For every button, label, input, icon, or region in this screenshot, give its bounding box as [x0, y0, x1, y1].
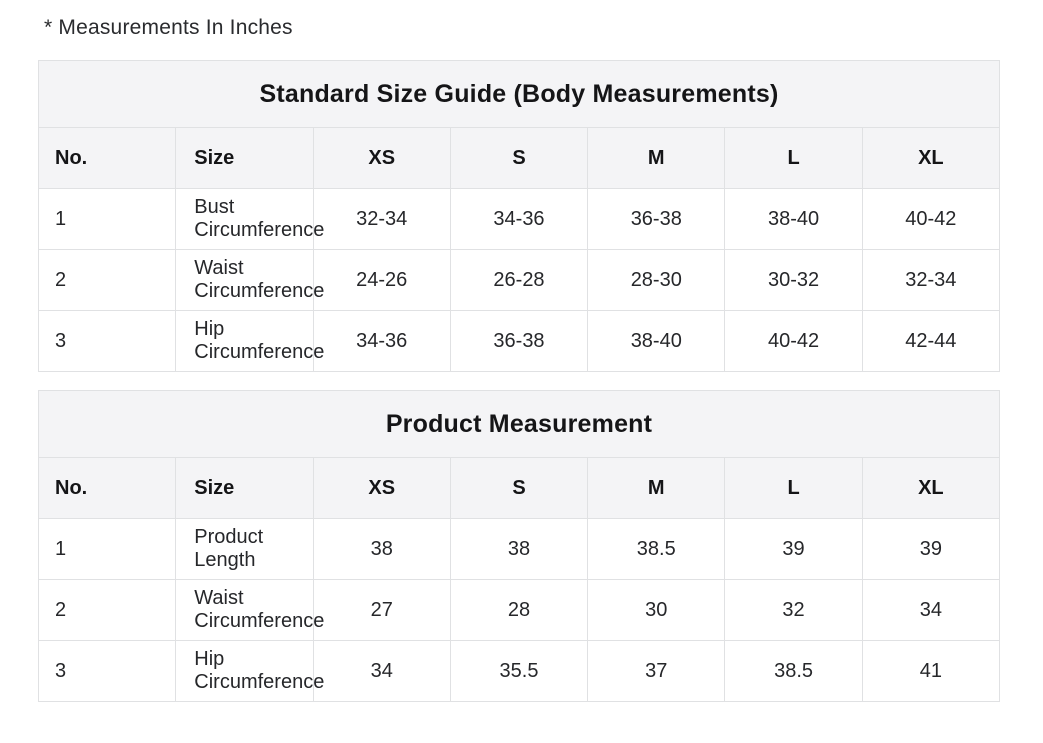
column-header-xl: XL: [862, 458, 999, 519]
value-cell: 38-40: [588, 311, 725, 372]
table-header-row: [39, 458, 1000, 519]
value-cell: 30-32: [725, 250, 862, 311]
table-row: [39, 189, 1000, 250]
value-cell: 34: [313, 641, 450, 702]
value-cell: 32: [725, 580, 862, 641]
size-label-cell: Hip Circumference: [176, 641, 313, 702]
value-cell: 38.5: [588, 519, 725, 580]
value-cell: 41: [862, 641, 999, 702]
row-number-cell: 3: [39, 311, 176, 372]
column-header-no: No.: [39, 128, 176, 189]
column-header-m: M: [588, 458, 725, 519]
value-cell: 28: [450, 580, 587, 641]
row-number-cell: 3: [39, 641, 176, 702]
column-header-l: L: [725, 458, 862, 519]
column-header-xl: XL: [862, 128, 999, 189]
table-row: [39, 641, 1000, 702]
value-cell: 38-40: [725, 189, 862, 250]
standard-size-guide-table: [38, 60, 1000, 372]
value-cell: 40-42: [725, 311, 862, 372]
value-cell: 36-38: [588, 189, 725, 250]
value-cell: 37: [588, 641, 725, 702]
column-header-size: Size: [176, 128, 313, 189]
value-cell: 38.5: [725, 641, 862, 702]
value-cell: 30: [588, 580, 725, 641]
value-cell: 28-30: [588, 250, 725, 311]
value-cell: 39: [725, 519, 862, 580]
size-label-cell: Bust Circumference: [176, 189, 313, 250]
table-title: Product Measurement: [39, 391, 1000, 458]
size-label-cell: Waist Circumference: [176, 250, 313, 311]
row-number-cell: 2: [39, 250, 176, 311]
size-label-cell: Product Length: [176, 519, 313, 580]
table-header-row: [39, 128, 1000, 189]
value-cell: 38: [450, 519, 587, 580]
value-cell: 27: [313, 580, 450, 641]
value-cell: 42-44: [862, 311, 999, 372]
table-row: [39, 250, 1000, 311]
measurement-units-note: * Measurements In Inches: [44, 16, 293, 39]
table-title-row: [39, 61, 1000, 128]
column-header-no: No.: [39, 458, 176, 519]
column-header-m: M: [588, 128, 725, 189]
value-cell: 38: [313, 519, 450, 580]
value-cell: 24-26: [313, 250, 450, 311]
value-cell: 40-42: [862, 189, 999, 250]
value-cell: 34-36: [313, 311, 450, 372]
size-label-cell: Waist Circumference: [176, 580, 313, 641]
column-header-xs: XS: [313, 458, 450, 519]
row-number-cell: 1: [39, 519, 176, 580]
column-header-l: L: [725, 128, 862, 189]
size-label-cell: Hip Circumference: [176, 311, 313, 372]
value-cell: 34: [862, 580, 999, 641]
row-number-cell: 1: [39, 189, 176, 250]
value-cell: 26-28: [450, 250, 587, 311]
value-cell: 34-36: [450, 189, 587, 250]
table-row: [39, 580, 1000, 641]
value-cell: 35.5: [450, 641, 587, 702]
column-header-s: S: [450, 128, 587, 189]
row-number-cell: 2: [39, 580, 176, 641]
column-header-size: Size: [176, 458, 313, 519]
value-cell: 32-34: [862, 250, 999, 311]
value-cell: 39: [862, 519, 999, 580]
table-row: [39, 311, 1000, 372]
value-cell: 32-34: [313, 189, 450, 250]
table-title-row: [39, 391, 1000, 458]
value-cell: 36-38: [450, 311, 587, 372]
column-header-xs: XS: [313, 128, 450, 189]
table-row: [39, 519, 1000, 580]
column-header-s: S: [450, 458, 587, 519]
product-measurement-table: [38, 390, 1000, 702]
table-title: Standard Size Guide (Body Measurements): [39, 61, 1000, 128]
